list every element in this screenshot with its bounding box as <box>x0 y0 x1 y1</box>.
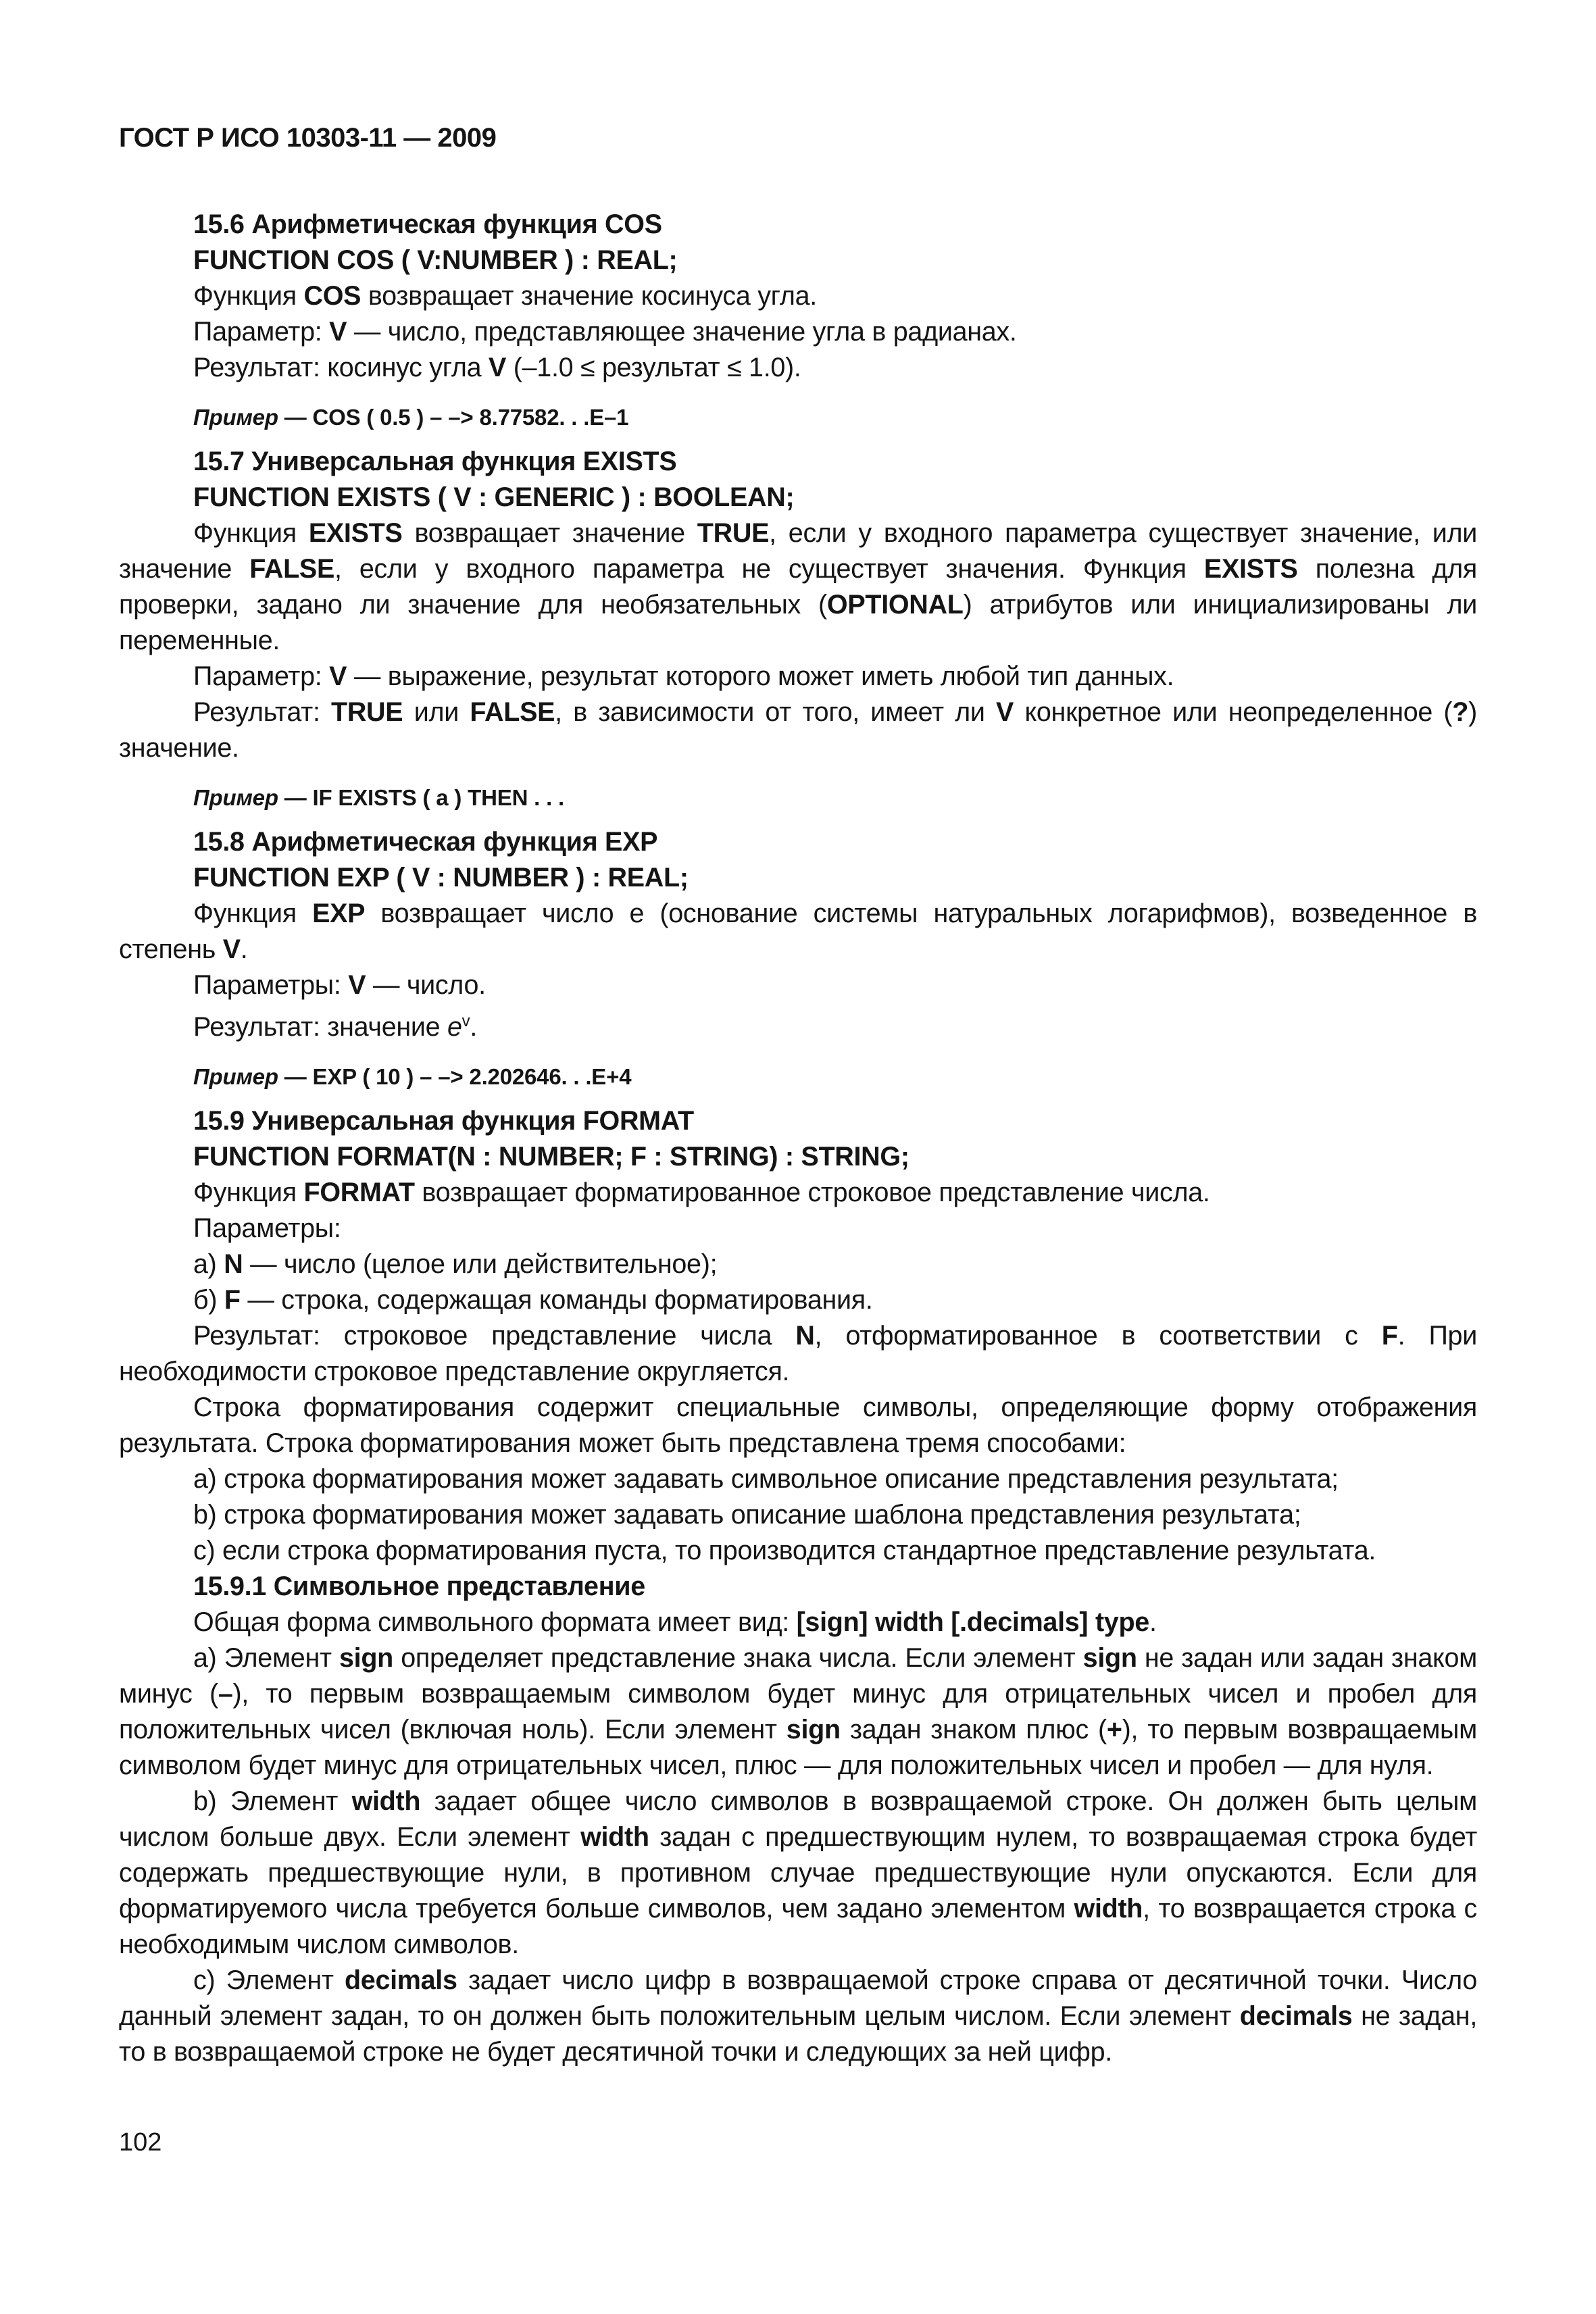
section-15-6-signature: FUNCTION COS ( V:NUMBER ) : REAL; <box>193 245 678 275</box>
section-15-7-example: Пример — IF EXISTS ( a ) THEN . . . <box>193 785 565 810</box>
section-15-6-title: 15.6 Арифметическая функция COS <box>193 209 662 239</box>
section-15-6-example: Пример — COS ( 0.5 ) – –> 8.77582. . .E–1 <box>193 405 629 430</box>
section-15-7-signature: FUNCTION EXISTS ( V : GENERIC ) : BOOLEAN; <box>193 482 795 512</box>
section-15-9-1-general-form: Общая форма символьного формата имеет вид: [sign] width [.decimals] type. <box>193 1607 1157 1638</box>
section-15-9-format-string: Строка форматирования содержит специальные символы, определяющие форму отображения результата. Строка форматирования может быть представлена тремя способами: <box>119 1392 1477 1459</box>
section-15-7-description: Функция EXISTS возвращает значение TRUE, если у входного параметра существует значение, или значение FALSE, если у входного параметра не существует значения. Функция EXISTS полезна для проверки, задано ли значение для необязательных (OPTIONAL) атрибутов или инициализированы ли переменные. <box>119 518 1477 655</box>
section-15-6-result: Результат: косинус угла V (–1.0 ≤ результат ≤ 1.0). <box>193 353 801 382</box>
page-content <box>119 203 1477 2070</box>
document-header: ГОСТ Р ИСО 10303-11 — 2009 <box>119 123 497 153</box>
section-15-9-params-label: Параметры: <box>193 1213 341 1244</box>
section-15-8-title: 15.8 Арифметическая функция EXP <box>193 827 658 857</box>
section-15-8-example: Пример — EXP ( 10 ) – –> 2.202646. . .E+4 <box>193 1064 632 1090</box>
section-15-9-title: 15.9 Универсальная функция FORMAT <box>193 1106 694 1136</box>
section-15-7-result: Результат: TRUE или FALSE, в зависимости от того, имеет ли V конкретное или неопределенное (?) значение. <box>119 697 1477 763</box>
section-15-6-description: Функция COS возвращает значение косинуса угла. <box>193 281 817 311</box>
section-15-8-parameter: Параметры: V — число. <box>193 970 486 1000</box>
section-15-7-parameter: Параметр: V — выражение, результат которого может иметь любой тип данных. <box>193 661 1174 691</box>
section-15-8-signature: FUNCTION EXP ( V : NUMBER ) : REAL; <box>193 863 689 892</box>
section-15-9-list-item-a: а) строка форматирования может задавать символьное описание представления результата; <box>193 1464 1339 1494</box>
section-15-9-1-decimals: c) Элемент decimals задает число цифр в возвращаемой строке справа от десятичной точки. Число данный элемент задан, то он должен быть положительным целым числом. Если элемент decimals не задан, то в возвращаемой строке не будет десятичной точки и следующих за ней цифр. <box>119 1965 1477 2067</box>
section-15-9-signature: FUNCTION FORMAT(N : NUMBER; F : STRING) : STRING; <box>193 1142 909 1172</box>
section-15-9-description: Функция FORMAT возвращает форматированное строковое представление числа. <box>193 1178 1210 1208</box>
section-15-6-parameter: Параметр: V — число, представляющее значение угла в радианах. <box>193 317 1017 347</box>
section-15-9-1-title: 15.9.1 Символьное представление <box>193 1571 645 1602</box>
section-15-9-list-item-c: с) если строка форматирования пуста, то производится стандартное представление результата. <box>193 1536 1376 1566</box>
section-15-9-param-n: а) N — число (целое или действительное); <box>193 1249 718 1280</box>
section-15-9-1-sign: a) Элемент sign определяет представление знака числа. Если элемент sign не задан или задан знаком минус (–), то первым возвращаемым символом будет минус для отрицательных чисел и пробел для положительных чисел (включая ноль). Если элемент sign задан знаком плюс (+), то первым возвращаемым символом будет минус для отрицательных чисел, плюс — для положительных чисел и пробел — для нуля. <box>119 1643 1478 1781</box>
section-15-9-param-f: б) F — строка, содержащая команды форматирования. <box>193 1285 873 1315</box>
section-15-8-result: Результат: значение $e^v$. <box>193 1012 478 1042</box>
section-15-9-1-width: b) Элемент width задает общее число символов в возвращаемой строке. Он должен быть целым числом больше двух. Если элемент width задан с предшествующим нулем, то возвращаемая строка будет содержать предшествующие нули, в противном случае предшествующие нули опускаются. Если для форматируемого числа требуется больше символов, чем задано элементом width, то возвращается строка с необходимым числом символов. <box>119 1786 1477 1960</box>
section-15-9-list-item-b: b) строка форматирования может задавать описание шаблона представления результата; <box>193 1500 1301 1530</box>
section-15-7-title: 15.7 Универсальная функция EXISTS <box>193 447 677 476</box>
section-15-8-description: Функция EXP возвращает число е (основание системы натуральных логарифмов), возведенное в степень V. <box>119 899 1477 964</box>
page-number: 102 <box>119 2128 162 2157</box>
section-15-9-result: Результат: строковое представление числа N, отформатированное в соответствии с F. При необходимости строковое представление округляется. <box>119 1321 1477 1387</box>
